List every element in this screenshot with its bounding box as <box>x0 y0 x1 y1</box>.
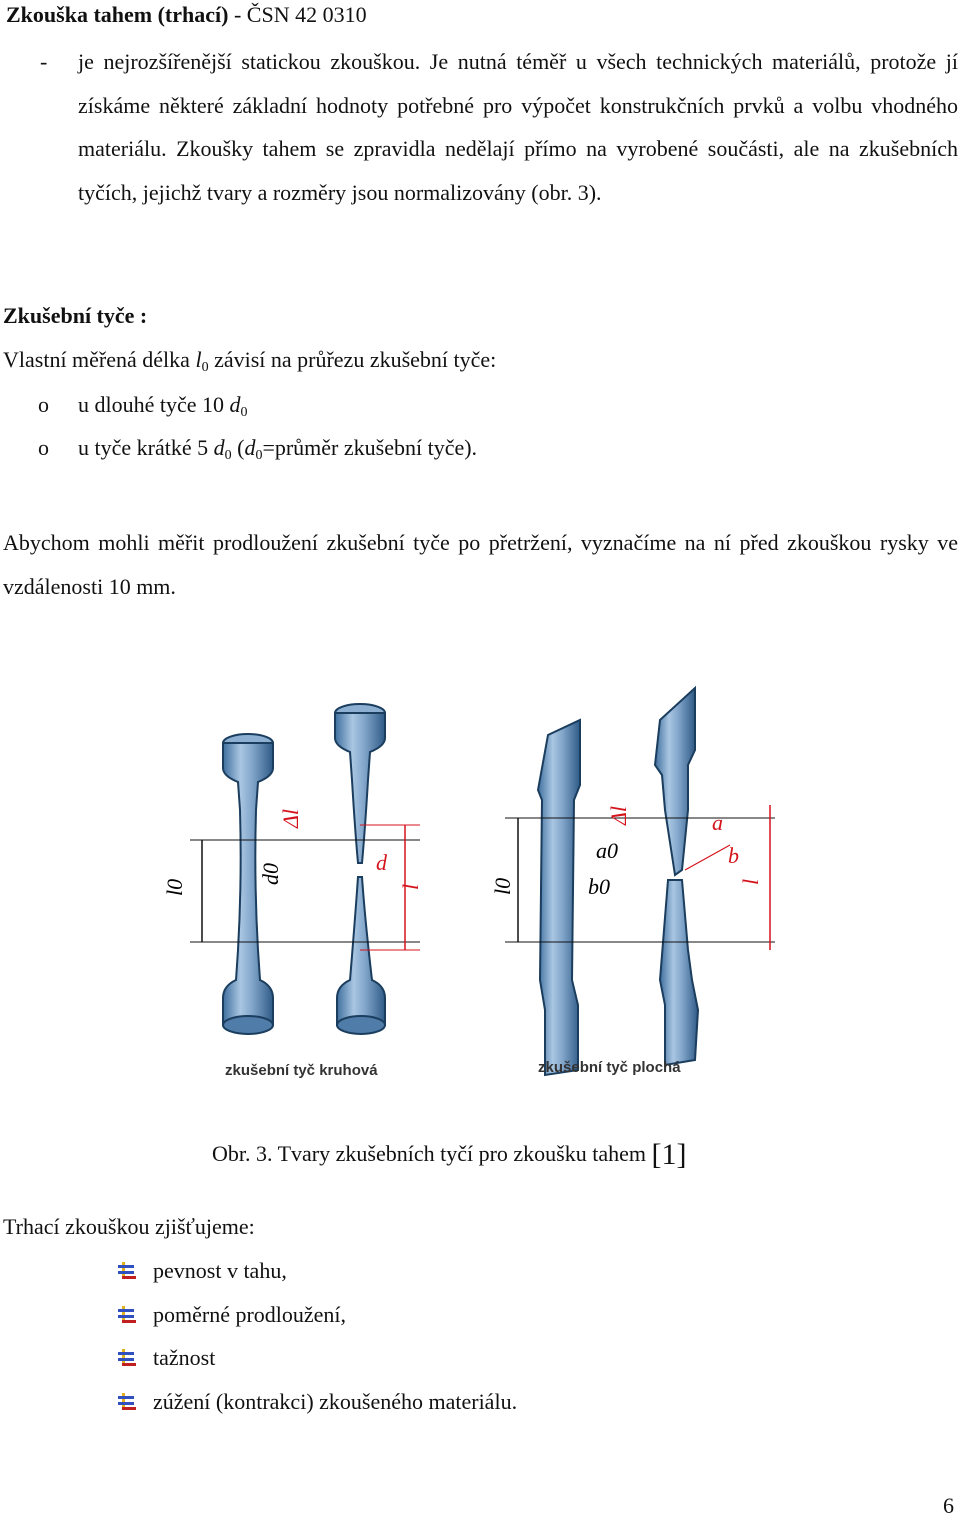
intro-paragraph: je nejrozšířenější statickou zkouškou. Je nutná téměř u všech technických materiálů, protože jí získáme některé základní hodnoty potřebné pro výpočet konstrukčních prvků a volbu vhodného materiálu. Zkoušky tahem se zpravidla nedělají přímo na vyrobené součásti, ale na zkušebních tyčích, jejichž tvary a rozměry jsou normalizovány (obr. 3). <box>78 49 958 205</box>
results-label: Trhací zkouškou zjišťujeme: <box>3 1214 255 1239</box>
var-d: d <box>229 392 241 417</box>
page-title <box>6 2 367 28</box>
long-bar-text: u dlouhé tyče 10 <box>78 392 230 417</box>
round-bar-dimensions <box>162 809 423 950</box>
short-bar-text-end: =průměr zkušební tyče). <box>262 435 478 460</box>
gauge-length-line <box>3 347 496 376</box>
bullet-short-bar <box>78 435 477 464</box>
caption-reference: [1] <box>651 1138 687 1171</box>
label-flat-l: l <box>738 878 763 885</box>
var-l: l <box>195 347 202 372</box>
checklist-icon <box>116 1347 138 1369</box>
label-b: b <box>728 843 739 868</box>
bullet-marker: o <box>38 392 49 417</box>
sub-0: 0 <box>255 448 263 463</box>
label-d: d <box>376 850 387 875</box>
result-item: zúžení (kontrakci) zkoušeného materiálu. <box>153 1389 518 1414</box>
bullet-long-bar <box>78 392 248 421</box>
label-d0: d0 <box>258 863 283 885</box>
label-l: l <box>398 883 423 890</box>
sub-0: 0 <box>240 405 248 420</box>
gauge-text: Vlastní měřená délka <box>3 347 196 372</box>
intro-dash: - <box>40 49 48 74</box>
bullet-marker: o <box>38 435 49 460</box>
flat-bar-fractured <box>655 688 698 1065</box>
var-d: d <box>244 435 256 460</box>
checklist-icon <box>116 1304 138 1326</box>
sub-0: 0 <box>224 448 232 463</box>
label-flat-bar: zkušební tyč plochá <box>538 1059 681 1076</box>
var-d: d <box>213 435 225 460</box>
page-number: 6 <box>943 1493 954 1518</box>
result-item: pevnost v tahu, <box>153 1258 287 1283</box>
short-bar-text: u tyče krátké 5 <box>78 435 214 460</box>
label-a0: a0 <box>596 838 618 863</box>
flat-bar-original <box>538 720 580 1075</box>
label-b0: b0 <box>588 874 610 899</box>
label-flat-l0: l0 <box>490 877 515 895</box>
marking-paragraph: Abychom mohli měřit prodloužení zkušební tyče po přetržení, vyznačíme na ní před zkouškou rysky ve vzdálenosti 10 mm. <box>3 530 958 599</box>
paren: ( <box>231 435 245 460</box>
result-item: poměrné prodloužení, <box>153 1302 347 1327</box>
test-bars-figure <box>160 680 800 1090</box>
title-standard: - ČSN 42 0310 <box>228 2 367 27</box>
section-heading: Zkušební tyče : <box>3 303 148 328</box>
figure-caption <box>212 1138 686 1172</box>
caption-text: Obr. 3. Tvary zkušebních tyčí pro zkoušku tahem <box>212 1141 646 1166</box>
title-bold: Zkouška tahem (trhací) <box>6 2 229 27</box>
sub-0: 0 <box>201 360 209 375</box>
checklist-icon <box>116 1391 138 1413</box>
checklist-icon <box>116 1260 138 1282</box>
label-round-bar: zkušební tyč kruhová <box>225 1062 378 1079</box>
result-item: tažnost <box>153 1345 216 1370</box>
gauge-text-end: závisí na průřezu zkušební tyče: <box>208 347 497 372</box>
label-dl: Δl <box>278 808 303 828</box>
label-flat-dl: Δl <box>606 805 631 825</box>
label-l0: l0 <box>162 878 187 896</box>
label-a: a <box>712 810 723 835</box>
flat-bar-dimensions <box>490 805 775 950</box>
